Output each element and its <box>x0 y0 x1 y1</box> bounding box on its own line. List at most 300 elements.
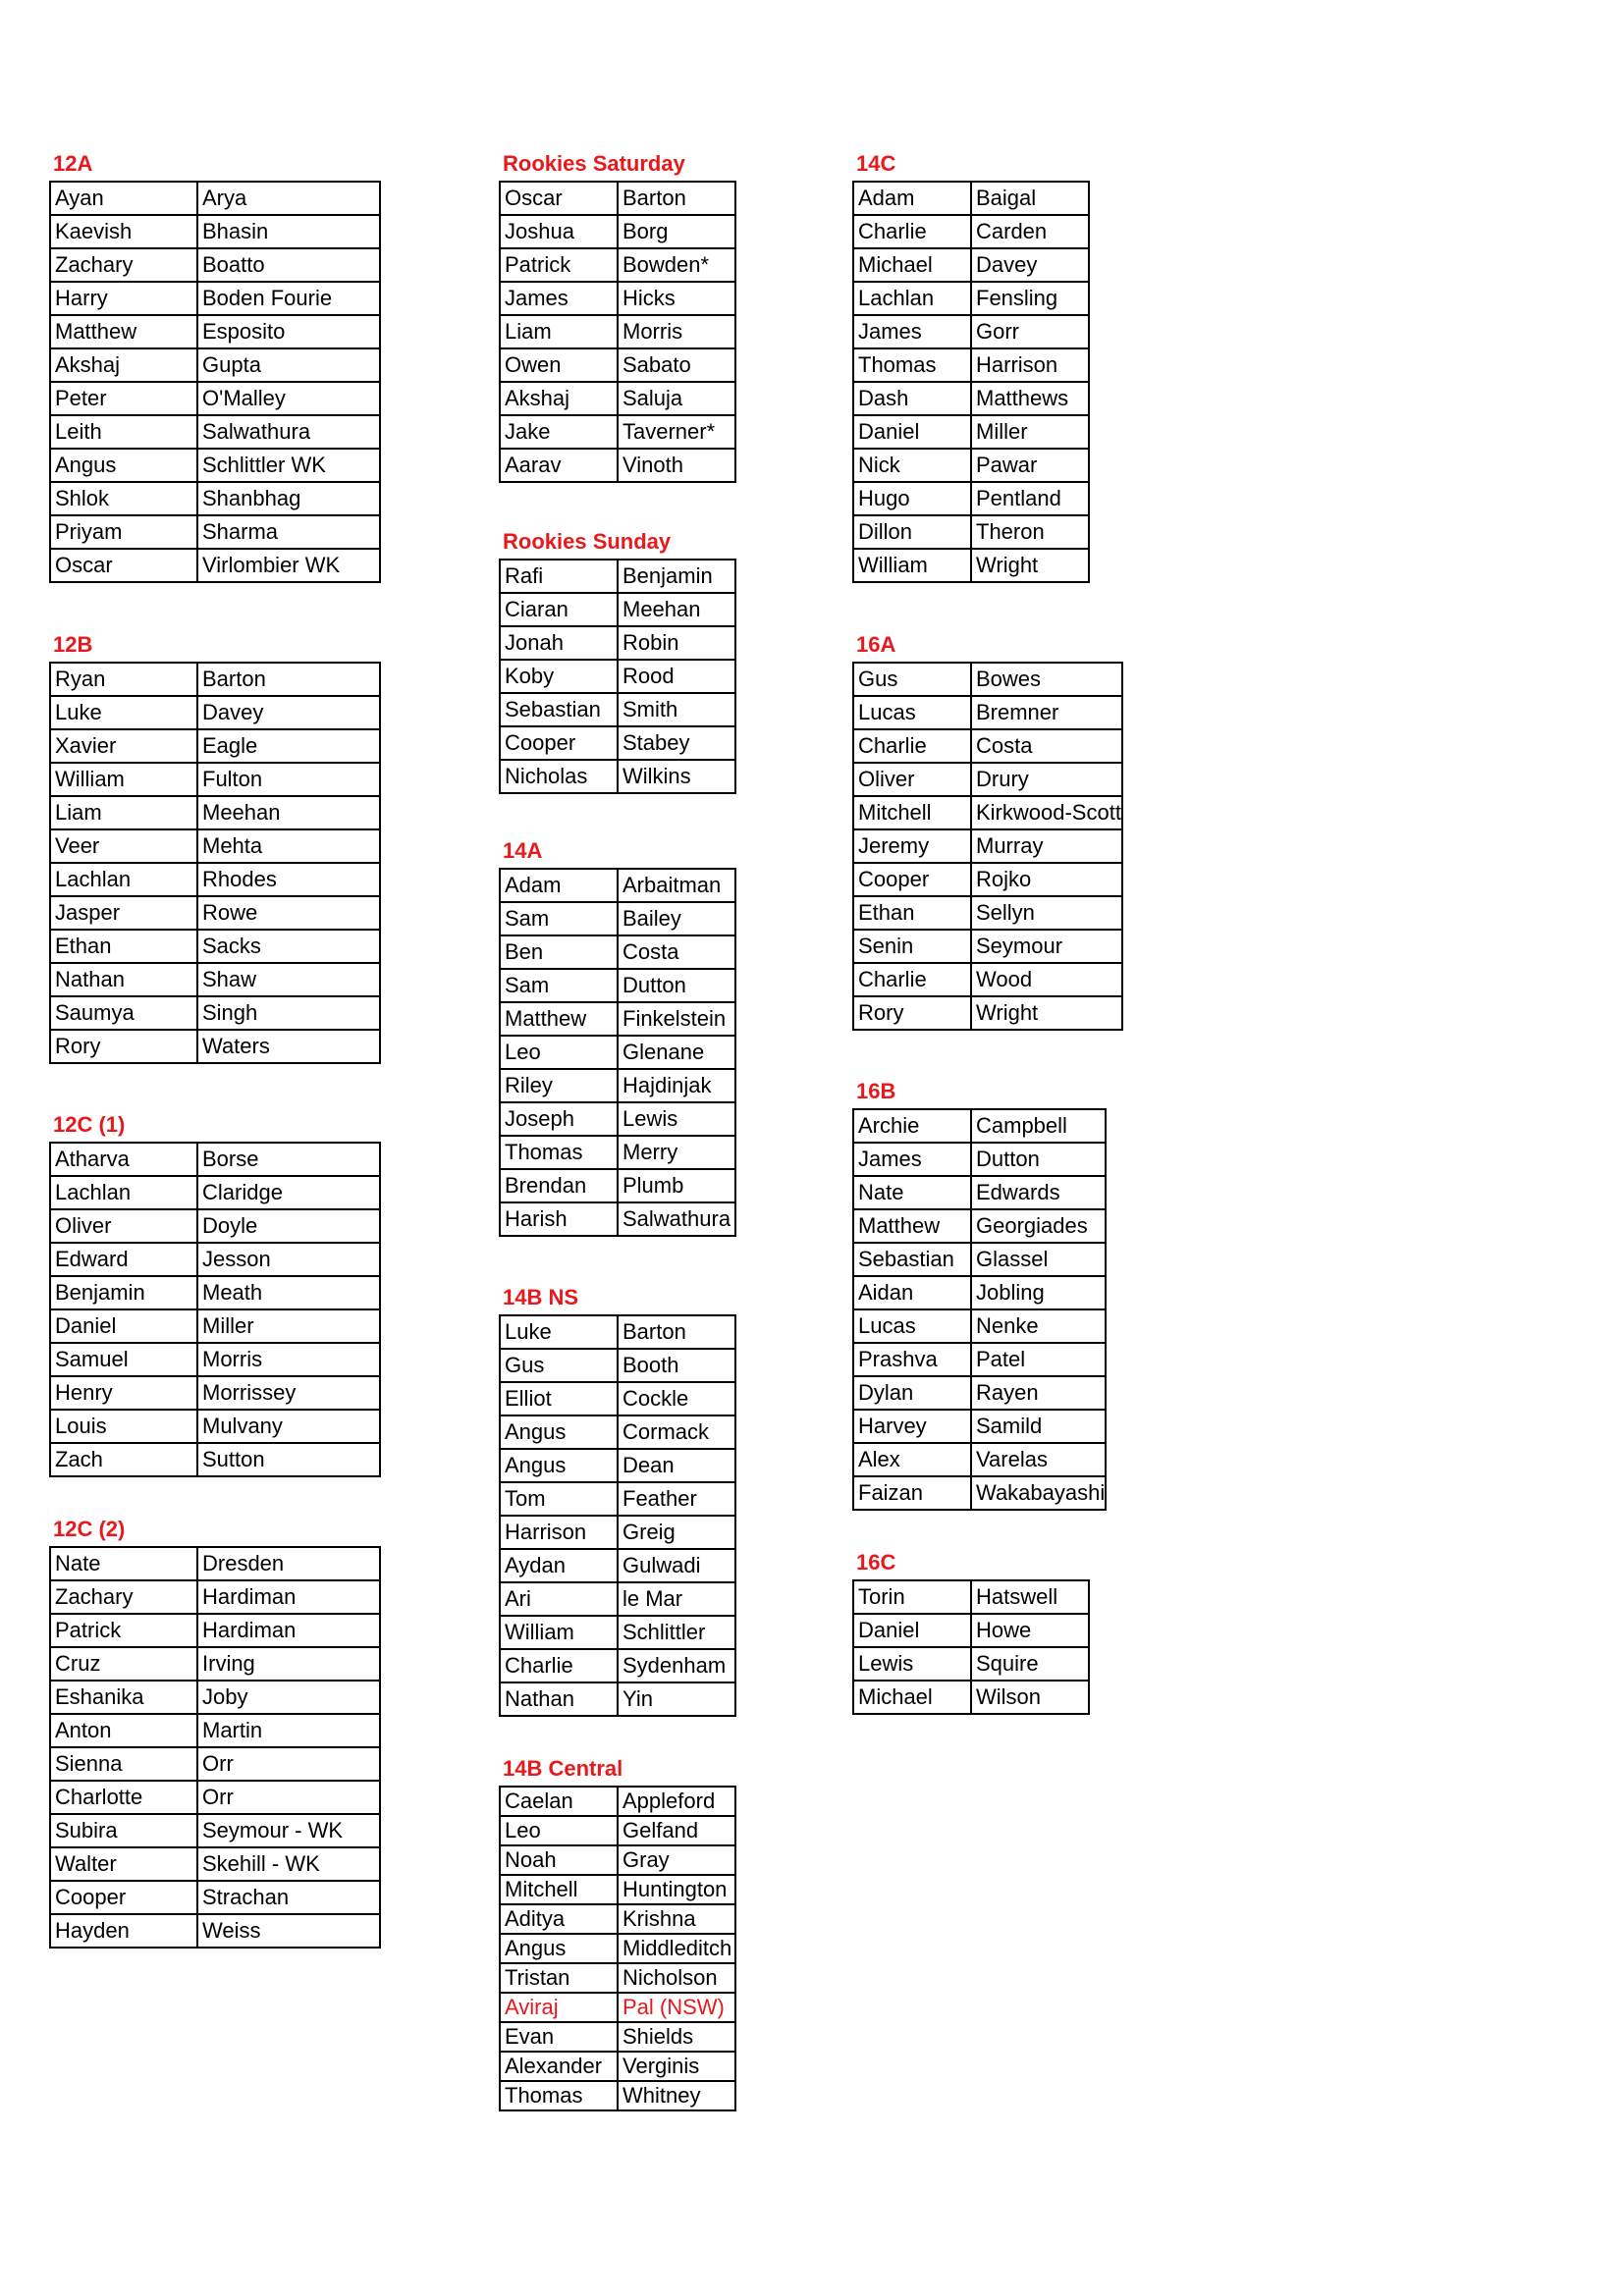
last-name: Rood <box>618 660 735 693</box>
first-name: Joshua <box>500 215 618 248</box>
roster-table <box>852 1108 1107 1511</box>
last-name: Borse <box>197 1143 380 1176</box>
player-row <box>50 1781 380 1814</box>
last-name: Hardiman <box>197 1580 380 1614</box>
player-row <box>853 1681 1089 1714</box>
last-name: Pal (NSW) <box>618 1993 735 2022</box>
last-name: Greig <box>618 1516 735 1549</box>
last-name: Varelas <box>971 1443 1106 1476</box>
player-row <box>853 1309 1106 1343</box>
player-row <box>500 626 735 660</box>
first-name: Ethan <box>853 896 971 930</box>
last-name: Orr <box>197 1747 380 1781</box>
player-row <box>500 415 735 449</box>
team-14c <box>852 151 1090 583</box>
first-name: Akshaj <box>50 348 197 382</box>
first-name: Sam <box>500 969 618 1002</box>
first-name: Daniel <box>853 1614 971 1647</box>
first-name: Nathan <box>50 963 197 996</box>
player-row <box>853 696 1122 729</box>
last-name: Gray <box>618 1845 735 1875</box>
last-name: Whitney <box>618 2081 735 2110</box>
team-title: 12A <box>53 151 93 176</box>
first-name: Charlie <box>853 729 971 763</box>
last-name: Salwathura <box>618 1202 735 1236</box>
team-title: Rookies Saturday <box>503 151 685 176</box>
last-name: Squire <box>971 1647 1089 1681</box>
last-name: Smith <box>618 693 735 726</box>
first-name: Prashva <box>853 1343 971 1376</box>
first-name: Jasper <box>50 896 197 930</box>
last-name: Vinoth <box>618 449 735 482</box>
first-name: William <box>50 763 197 796</box>
first-name: Zachary <box>50 1580 197 1614</box>
player-row <box>500 1682 735 1716</box>
first-name: Brendan <box>500 1169 618 1202</box>
last-name: Dutton <box>971 1143 1106 1176</box>
team-title: 12C (2) <box>53 1517 126 1541</box>
first-name: Liam <box>500 315 618 348</box>
first-name: Hugo <box>853 482 971 515</box>
team-title: 12C (1) <box>53 1112 126 1137</box>
player-row <box>50 663 380 696</box>
player-row <box>50 729 380 763</box>
player-row <box>50 829 380 863</box>
player-row <box>853 1109 1106 1143</box>
first-name: Matthew <box>500 1002 618 1036</box>
first-name: Oscar <box>500 182 618 215</box>
team-title: 14C <box>856 151 896 176</box>
player-row <box>853 1376 1106 1410</box>
last-name: Cormack <box>618 1415 735 1449</box>
last-name: Georgiades <box>971 1209 1106 1243</box>
last-name: Barton <box>618 1315 735 1349</box>
player-row <box>853 282 1089 315</box>
player-row <box>500 1616 735 1649</box>
player-row <box>50 696 380 729</box>
player-row <box>500 1449 735 1482</box>
first-name: Patrick <box>500 248 618 282</box>
last-name: Eagle <box>197 729 380 763</box>
last-name: Morris <box>618 315 735 348</box>
last-name: Hicks <box>618 282 735 315</box>
player-row <box>853 348 1089 382</box>
team-14b-ns <box>499 1285 736 1717</box>
first-name: Liam <box>50 796 197 829</box>
first-name: William <box>853 549 971 582</box>
last-name: Joby <box>197 1681 380 1714</box>
last-name: Bhasin <box>197 215 380 248</box>
first-name: Thomas <box>500 2081 618 2110</box>
roster-table <box>852 181 1090 583</box>
last-name: Davey <box>971 248 1089 282</box>
first-name: Subira <box>50 1814 197 1847</box>
player-row <box>500 1382 735 1415</box>
player-row <box>500 449 735 482</box>
first-name: Koby <box>500 660 618 693</box>
last-name: Gupta <box>197 348 380 382</box>
first-name: Hayden <box>50 1914 197 1948</box>
last-name: Benjamin <box>618 560 735 593</box>
last-name: Appleford <box>618 1787 735 1816</box>
first-name: Lachlan <box>853 282 971 315</box>
last-name: Barton <box>618 182 735 215</box>
team-title: Rookies Sunday <box>503 529 672 554</box>
first-name: Cooper <box>853 863 971 896</box>
player-row <box>50 248 380 282</box>
last-name: Fulton <box>197 763 380 796</box>
player-row <box>500 1649 735 1682</box>
last-name: Hardiman <box>197 1614 380 1647</box>
last-name: Irving <box>197 1647 380 1681</box>
first-name: Luke <box>500 1315 618 1349</box>
first-name: Kaevish <box>50 215 197 248</box>
team-title: 12B <box>53 632 93 657</box>
roster-table <box>499 181 736 483</box>
player-row <box>853 796 1122 829</box>
last-name: Hajdinjak <box>618 1069 735 1102</box>
first-name: Angus <box>50 449 197 482</box>
first-name: Nate <box>50 1547 197 1580</box>
first-name: Lachlan <box>50 1176 197 1209</box>
last-name: Bailey <box>618 902 735 935</box>
first-name: Sebastian <box>500 693 618 726</box>
first-name: Tom <box>500 1482 618 1516</box>
first-name: Aditya <box>500 1904 618 1934</box>
first-name: Angus <box>500 1415 618 1449</box>
first-name: Cooper <box>500 726 618 760</box>
player-row <box>500 1787 735 1816</box>
last-name: Sellyn <box>971 896 1122 930</box>
last-name: Salwathura <box>197 415 380 449</box>
roster-table <box>499 1786 736 2111</box>
last-name: Plumb <box>618 1169 735 1202</box>
last-name: Virlombier WK <box>197 549 380 582</box>
last-name: Seymour - WK <box>197 1814 380 1847</box>
last-name: Davey <box>197 696 380 729</box>
player-row <box>500 315 735 348</box>
first-name: Lewis <box>853 1647 971 1681</box>
player-row <box>50 1443 380 1476</box>
last-name: Jobling <box>971 1276 1106 1309</box>
player-row <box>500 1415 735 1449</box>
last-name: Skehill - WK <box>197 1847 380 1881</box>
last-name: Shaw <box>197 963 380 996</box>
player-row <box>50 1209 380 1243</box>
player-row <box>500 1845 735 1875</box>
first-name: Zach <box>50 1443 197 1476</box>
first-name: Xavier <box>50 729 197 763</box>
player-row <box>500 382 735 415</box>
first-name: Ari <box>500 1582 618 1616</box>
last-name: Gelfand <box>618 1816 735 1845</box>
first-name: Samuel <box>50 1343 197 1376</box>
player-row <box>853 1647 1089 1681</box>
last-name: Nicholson <box>618 1963 735 1993</box>
last-name: Samild <box>971 1410 1106 1443</box>
player-row <box>500 1934 735 1963</box>
last-name: Dresden <box>197 1547 380 1580</box>
last-name: Hatswell <box>971 1580 1089 1614</box>
team-rookies-sunday <box>499 529 736 794</box>
player-row <box>853 1343 1106 1376</box>
last-name: Bowes <box>971 663 1122 696</box>
player-row <box>50 1914 380 1948</box>
last-name: Theron <box>971 515 1089 549</box>
first-name: Oliver <box>853 763 971 796</box>
last-name: Meath <box>197 1276 380 1309</box>
first-name: Ayan <box>50 182 197 215</box>
last-name: Sabato <box>618 348 735 382</box>
first-name: Nathan <box>500 1682 618 1716</box>
team-12a <box>49 151 381 583</box>
player-row <box>500 869 735 902</box>
team-title: 14B NS <box>503 1285 579 1309</box>
first-name: Henry <box>50 1376 197 1410</box>
last-name: Schlittler <box>618 1616 735 1649</box>
player-row <box>853 315 1089 348</box>
last-name: Wakabayashi <box>971 1476 1106 1510</box>
last-name: Doyle <box>197 1209 380 1243</box>
last-name: Robin <box>618 626 735 660</box>
first-name: Aarav <box>500 449 618 482</box>
last-name: Boatto <box>197 248 380 282</box>
last-name: Bowden* <box>618 248 735 282</box>
last-name: Wilson <box>971 1681 1089 1714</box>
player-row <box>50 1881 380 1914</box>
player-row <box>50 996 380 1030</box>
player-row <box>500 215 735 248</box>
last-name: Carden <box>971 215 1089 248</box>
player-row <box>50 1143 380 1176</box>
first-name: Ciaran <box>500 593 618 626</box>
player-row <box>50 1580 380 1614</box>
last-name: Glassel <box>971 1243 1106 1276</box>
player-row <box>853 1580 1089 1614</box>
last-name: Arya <box>197 182 380 215</box>
first-name: Lucas <box>853 1309 971 1343</box>
last-name: Singh <box>197 996 380 1030</box>
first-name: Edward <box>50 1243 197 1276</box>
roster-table <box>499 868 736 1237</box>
first-name: Charlie <box>853 215 971 248</box>
first-name: Walter <box>50 1847 197 1881</box>
last-name: Finkelstein <box>618 1002 735 1036</box>
first-name: Gus <box>500 1349 618 1382</box>
last-name: Taverner* <box>618 415 735 449</box>
first-name: Noah <box>500 1845 618 1875</box>
first-name: Elliot <box>500 1382 618 1415</box>
first-name: Ryan <box>50 663 197 696</box>
player-row <box>500 935 735 969</box>
player-row <box>853 1209 1106 1243</box>
player-row <box>50 215 380 248</box>
first-name: Daniel <box>853 415 971 449</box>
first-name: Alexander <box>500 2052 618 2081</box>
first-name: Charlotte <box>50 1781 197 1814</box>
last-name: Strachan <box>197 1881 380 1914</box>
team-title: 16C <box>856 1550 896 1575</box>
last-name: Cockle <box>618 1382 735 1415</box>
player-row <box>853 930 1122 963</box>
player-row <box>50 1309 380 1343</box>
first-name: Charlie <box>500 1649 618 1682</box>
last-name: Merry <box>618 1136 735 1169</box>
first-name: Thomas <box>500 1136 618 1169</box>
first-name: Harvey <box>853 1410 971 1443</box>
player-row <box>853 896 1122 930</box>
player-row <box>50 549 380 582</box>
first-name: James <box>853 315 971 348</box>
last-name: Rayen <box>971 1376 1106 1410</box>
last-name: Martin <box>197 1714 380 1747</box>
first-name: Evan <box>500 2022 618 2052</box>
player-row <box>500 1482 735 1516</box>
player-row <box>853 763 1122 796</box>
last-name: Verginis <box>618 2052 735 2081</box>
first-name: Leo <box>500 1036 618 1069</box>
team-title: 16A <box>856 632 896 657</box>
first-name: Dylan <box>853 1376 971 1410</box>
player-row <box>500 726 735 760</box>
player-row <box>500 1169 735 1202</box>
player-row <box>50 1410 380 1443</box>
first-name: Benjamin <box>50 1276 197 1309</box>
last-name: Sacks <box>197 930 380 963</box>
player-row <box>50 796 380 829</box>
player-row <box>50 1376 380 1410</box>
player-row <box>50 763 380 796</box>
player-row <box>853 1476 1106 1510</box>
first-name: Owen <box>500 348 618 382</box>
player-row <box>500 560 735 593</box>
first-name: Jonah <box>500 626 618 660</box>
team-16c <box>852 1550 1090 1715</box>
first-name: Tristan <box>500 1963 618 1993</box>
first-name: Ben <box>500 935 618 969</box>
player-row <box>50 415 380 449</box>
last-name: Morrissey <box>197 1376 380 1410</box>
player-row <box>500 1349 735 1382</box>
player-row <box>500 1582 735 1616</box>
player-row <box>500 1069 735 1102</box>
team-16b <box>852 1079 1107 1511</box>
last-name: Wood <box>971 963 1122 996</box>
first-name: Cruz <box>50 1647 197 1681</box>
first-name: Angus <box>500 1449 618 1482</box>
player-row <box>853 996 1122 1030</box>
first-name: Adam <box>500 869 618 902</box>
player-row <box>853 182 1089 215</box>
roster-table <box>49 1142 381 1477</box>
roster-table <box>49 662 381 1064</box>
last-name: Stabey <box>618 726 735 760</box>
last-name: Saluja <box>618 382 735 415</box>
player-row <box>500 1816 735 1845</box>
player-row <box>500 1875 735 1904</box>
player-row <box>500 1993 735 2022</box>
player-row <box>500 593 735 626</box>
team-12c-1 <box>49 1112 381 1477</box>
player-row <box>500 182 735 215</box>
first-name: Nicholas <box>500 760 618 793</box>
last-name: Gulwadi <box>618 1549 735 1582</box>
first-name: Adam <box>853 182 971 215</box>
first-name: Leith <box>50 415 197 449</box>
first-name: Alex <box>853 1443 971 1476</box>
last-name: Pentland <box>971 482 1089 515</box>
first-name: Nate <box>853 1176 971 1209</box>
last-name: Glenane <box>618 1036 735 1069</box>
first-name: Eshanika <box>50 1681 197 1714</box>
player-row <box>500 1963 735 1993</box>
last-name: Sutton <box>197 1443 380 1476</box>
player-row <box>853 449 1089 482</box>
player-row <box>500 1516 735 1549</box>
player-row <box>853 515 1089 549</box>
player-row <box>500 760 735 793</box>
player-row <box>50 1714 380 1747</box>
last-name: Drury <box>971 763 1122 796</box>
player-row <box>50 1647 380 1681</box>
last-name: Rojko <box>971 863 1122 896</box>
first-name: Atharva <box>50 1143 197 1176</box>
roster-table <box>852 662 1123 1031</box>
first-name: Joseph <box>500 1102 618 1136</box>
last-name: Dutton <box>618 969 735 1002</box>
first-name: Lachlan <box>50 863 197 896</box>
player-row <box>853 248 1089 282</box>
last-name: Lewis <box>618 1102 735 1136</box>
first-name: Louis <box>50 1410 197 1443</box>
player-row <box>50 1614 380 1647</box>
first-name: Aydan <box>500 1549 618 1582</box>
first-name: Michael <box>853 248 971 282</box>
last-name: Jesson <box>197 1243 380 1276</box>
last-name: Mulvany <box>197 1410 380 1443</box>
player-row <box>853 863 1122 896</box>
last-name: Costa <box>618 935 735 969</box>
first-name: Aidan <box>853 1276 971 1309</box>
first-name: Jake <box>500 415 618 449</box>
player-row <box>853 549 1089 582</box>
last-name: Howe <box>971 1614 1089 1647</box>
player-row <box>853 1243 1106 1276</box>
last-name: Middleditch <box>618 1934 735 1963</box>
player-row <box>500 693 735 726</box>
first-name: Charlie <box>853 963 971 996</box>
team-12b <box>49 632 381 1064</box>
team-rookies-saturday <box>499 151 736 483</box>
player-row <box>50 1847 380 1881</box>
roster-table <box>49 181 381 583</box>
player-row <box>500 1315 735 1349</box>
first-name: Caelan <box>500 1787 618 1816</box>
last-name: Boden Fourie <box>197 282 380 315</box>
last-name: Barton <box>197 663 380 696</box>
player-row <box>50 1747 380 1781</box>
player-row <box>853 215 1089 248</box>
player-row <box>500 2052 735 2081</box>
last-name: Patel <box>971 1343 1106 1376</box>
first-name: Matthew <box>50 315 197 348</box>
player-row <box>50 1343 380 1376</box>
player-row <box>853 1176 1106 1209</box>
first-name: Oliver <box>50 1209 197 1243</box>
player-row <box>500 282 735 315</box>
player-row <box>500 902 735 935</box>
last-name: Nenke <box>971 1309 1106 1343</box>
